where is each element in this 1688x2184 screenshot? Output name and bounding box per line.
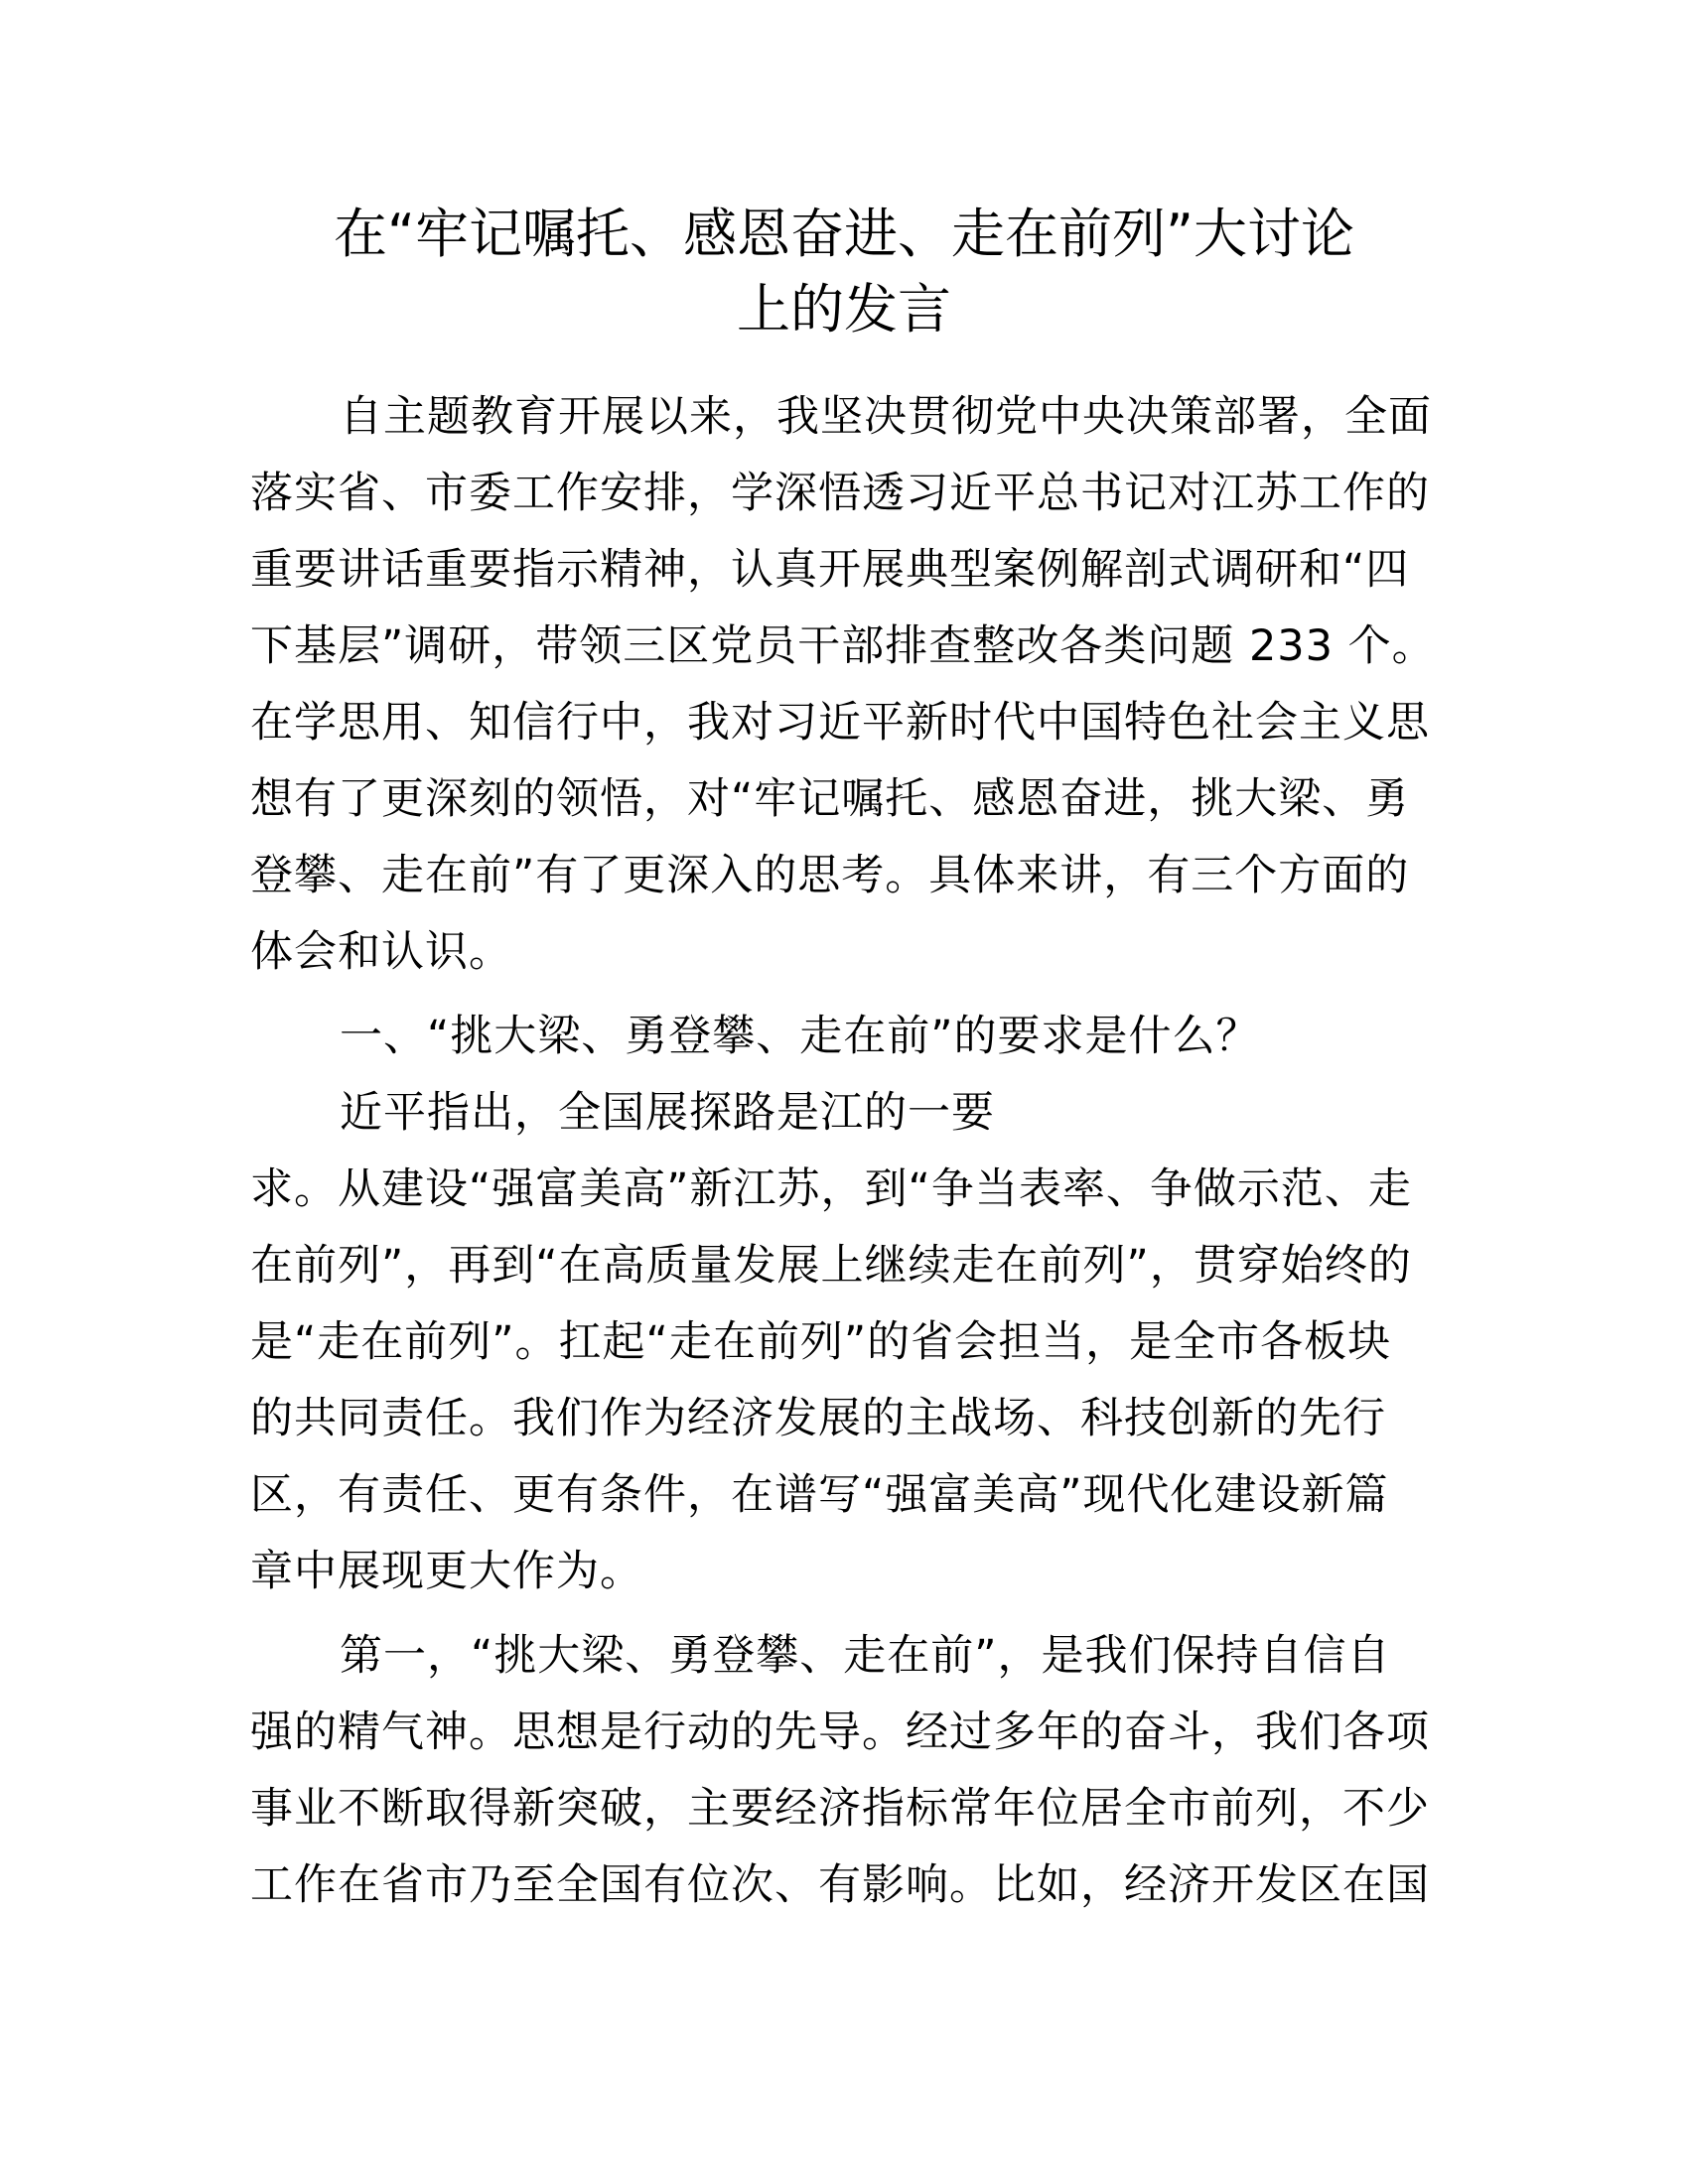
text-line: 在前列”，再到“在高质量发展上继续走在前列”，贯穿始终的	[250, 1241, 1412, 1291]
title-line-1: 在“牢记嘱托、感恩奋进、走在前列”大讨论	[334, 203, 1354, 265]
text-line: 区，有责任、更有条件，在谱写“强富美高”现代化建设新篇	[250, 1470, 1389, 1520]
text-line: 是“走在前列”。扛起“走在前列”的省会担当，是全市各板块	[250, 1317, 1392, 1367]
heading-line: 一、“挑大梁、勇登攀、走在前”的要求是什么？	[340, 1012, 1260, 1061]
paragraph-intro	[250, 379, 1442, 991]
text-line: 第一，“挑大梁、勇登攀、走在前”，是我们保持自信自	[340, 1631, 1391, 1681]
text-line: 的共同责任。我们作为经济发展的主战场、科技创新的先行	[250, 1394, 1386, 1443]
text-line: 章中展现更大作为。	[250, 1547, 643, 1596]
title-line-2: 上的发言	[737, 278, 951, 341]
text-line: 求。从建设“强富美高”新江苏，到“争当表率、争做示范、走	[250, 1164, 1412, 1214]
text-line: 在学思用、知信行中，我对习近平新时代中国特色社会主义思	[250, 698, 1430, 748]
text-line: 想有了更深刻的领悟，对“牢记嘱托、感恩奋进，挑大梁、勇	[250, 774, 1410, 824]
text-line: 自主题教育开展以来，我坚决贯彻党中央决策部署，全面	[340, 392, 1432, 442]
document-body	[250, 379, 1442, 1924]
document-title	[238, 197, 1450, 347]
text-line: 重要讲话重要指示精神，认真开展典型案例解剖式调研和“四	[250, 545, 1410, 595]
text-line: 体会和认识。	[250, 927, 512, 977]
text-line: 强的精气神。思想是行动的先导。经过多年的奋斗，我们各项	[250, 1707, 1430, 1757]
text-line: 登攀、走在前”有了更深入的思考。具体来讲，有三个方面的	[250, 851, 1410, 900]
paragraph-requirements	[250, 1075, 1442, 1610]
text-line: 下基层”调研，带领三区党员干部排查整改各类问题 233 个。	[250, 621, 1436, 671]
text-line: 落实省、市委工作安排，学深悟透习近平总书记对江苏工作的	[250, 469, 1430, 518]
section-heading-1	[250, 999, 1442, 1075]
text-line: 工作在省市乃至全国有位次、有影响。比如，经济开发区在国	[250, 1860, 1430, 1910]
text-line: 近平指出，全国展探路是江的一要	[340, 1088, 995, 1138]
text-line: 事业不断取得新突破，主要经济指标常年位居全市前列，不少	[250, 1784, 1430, 1834]
paragraph-first-point	[250, 1618, 1442, 1924]
